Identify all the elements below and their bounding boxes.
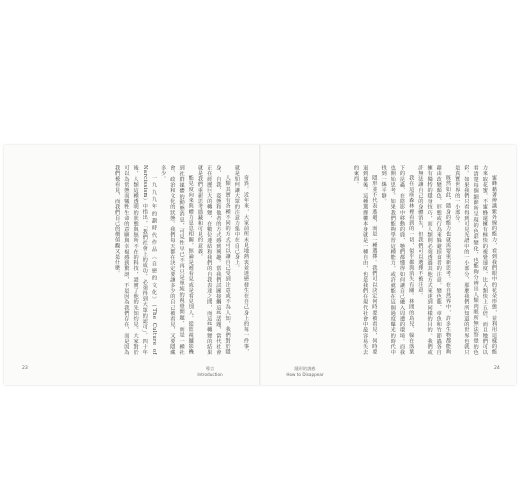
paragraph: 能見度向來與權力息息相關，無論是被看見或是看見別人。從監視攝影機到社群媒體的動態消息，可見性早已不再只是單純的視覺問題，而是一種社會、政治和文化的狀態。我們每天都在決定要讓多少的自己被看見，又要隱藏多少。 bbox=[160, 165, 194, 355]
paragraph: 一九九九年的劃時代作品《自戀的文化》（The Culture of Narcissism）中指出，「我們社會上的成功，必須得到大眾的認可」。四十年後，人類這種透明的狀態與無所不在的科技，證實了他的先知灼見。大家對於可以為常態而犧牲生命的意願與幸福感到驚訝，不是因為我們存在，而是因為我們被看見，而我們自己的價值觀又是什麼。 bbox=[114, 165, 157, 355]
paragraph: 人類其實有各種不同的方式可以讓自己受到注意或不為人知，我們對於隱身、自我、姿態和他者的方式感到興趣。當我們試圖接觸這些話題，當代社會正在經歷巨大的轉變，在數位連結和我們的自我表達之間，而這些轉變的結果就是我們重新思考隱藏和可見的意義。 bbox=[196, 165, 231, 355]
running-title-zh: 導言 bbox=[205, 366, 215, 371]
running-title bbox=[275, 366, 335, 378]
running-title-en: How to Disappear bbox=[286, 372, 324, 377]
left-page bbox=[4, 145, 260, 385]
paragraph: 奇異。近年來，大家前所未見地熱衷並迷戀發生在自己身上的每一件事，就是如何讓大眾的注意力集中在自己身上。 bbox=[233, 165, 249, 355]
paragraph: 隱形並不代表逃避，而是一種選擇。我們可以決定何時要被看見，何時要退到幕後。這種選擇權本身就是一種自由，也是我們在現代社會中最容易失去的東西。 bbox=[352, 165, 378, 355]
running-title-zh: 隱形的誘惑 bbox=[294, 366, 316, 371]
paragraph: 我在這座森林裡看到的一切，似乎都與消失有關。林間的鳥兒、躲在落葉下的昆蟲、在陰影中移動的鹿，牠們都懂得如何讓自己融入周遭的環境。而我也開始思考，如果我們能夠學習這種能力，或許就能在這個過度曝光的時代中找到一絲平靜。 bbox=[380, 165, 415, 355]
right-page-body bbox=[278, 165, 498, 355]
page-number: 23 bbox=[22, 366, 28, 371]
page-number: 24 bbox=[494, 366, 500, 371]
paragraph: 既然如此，隱身的能力也就需要重新思考。在自然界中，許多生物都能夠藉由改變顏色、形態或行為來躲避掠食者的注意。變色龍、章魚和竹節蟲各自擁有獨特的隱身技巧，而人類則必須透過其他方式來達到同樣的目的。我們或許無法讓自己的身體消失，但我們可以選擇不被注意。 bbox=[417, 165, 451, 355]
left-page-body bbox=[28, 165, 250, 355]
book-spread bbox=[4, 145, 516, 385]
paragraph: 蜜蜂藉著辨識紫外線的能力，看到我們眼中的花朵形態，並利用這樣的能力來取花蜜。不蜜蜂還擁有極快的視覺速度，比人類快上五倍，而且牠們可以看清楚每個細節所呈現的色彩變化，也能夠分辨出人類肉眼所無法察覺的色彩。如果我們只看得到可見光譜中的一小部分，那麼我們所知道的世界也就只是真實世界的一小部分。 bbox=[454, 165, 497, 355]
running-title bbox=[180, 366, 240, 378]
right-page bbox=[260, 145, 516, 385]
running-title-en: Introduction bbox=[197, 372, 223, 377]
